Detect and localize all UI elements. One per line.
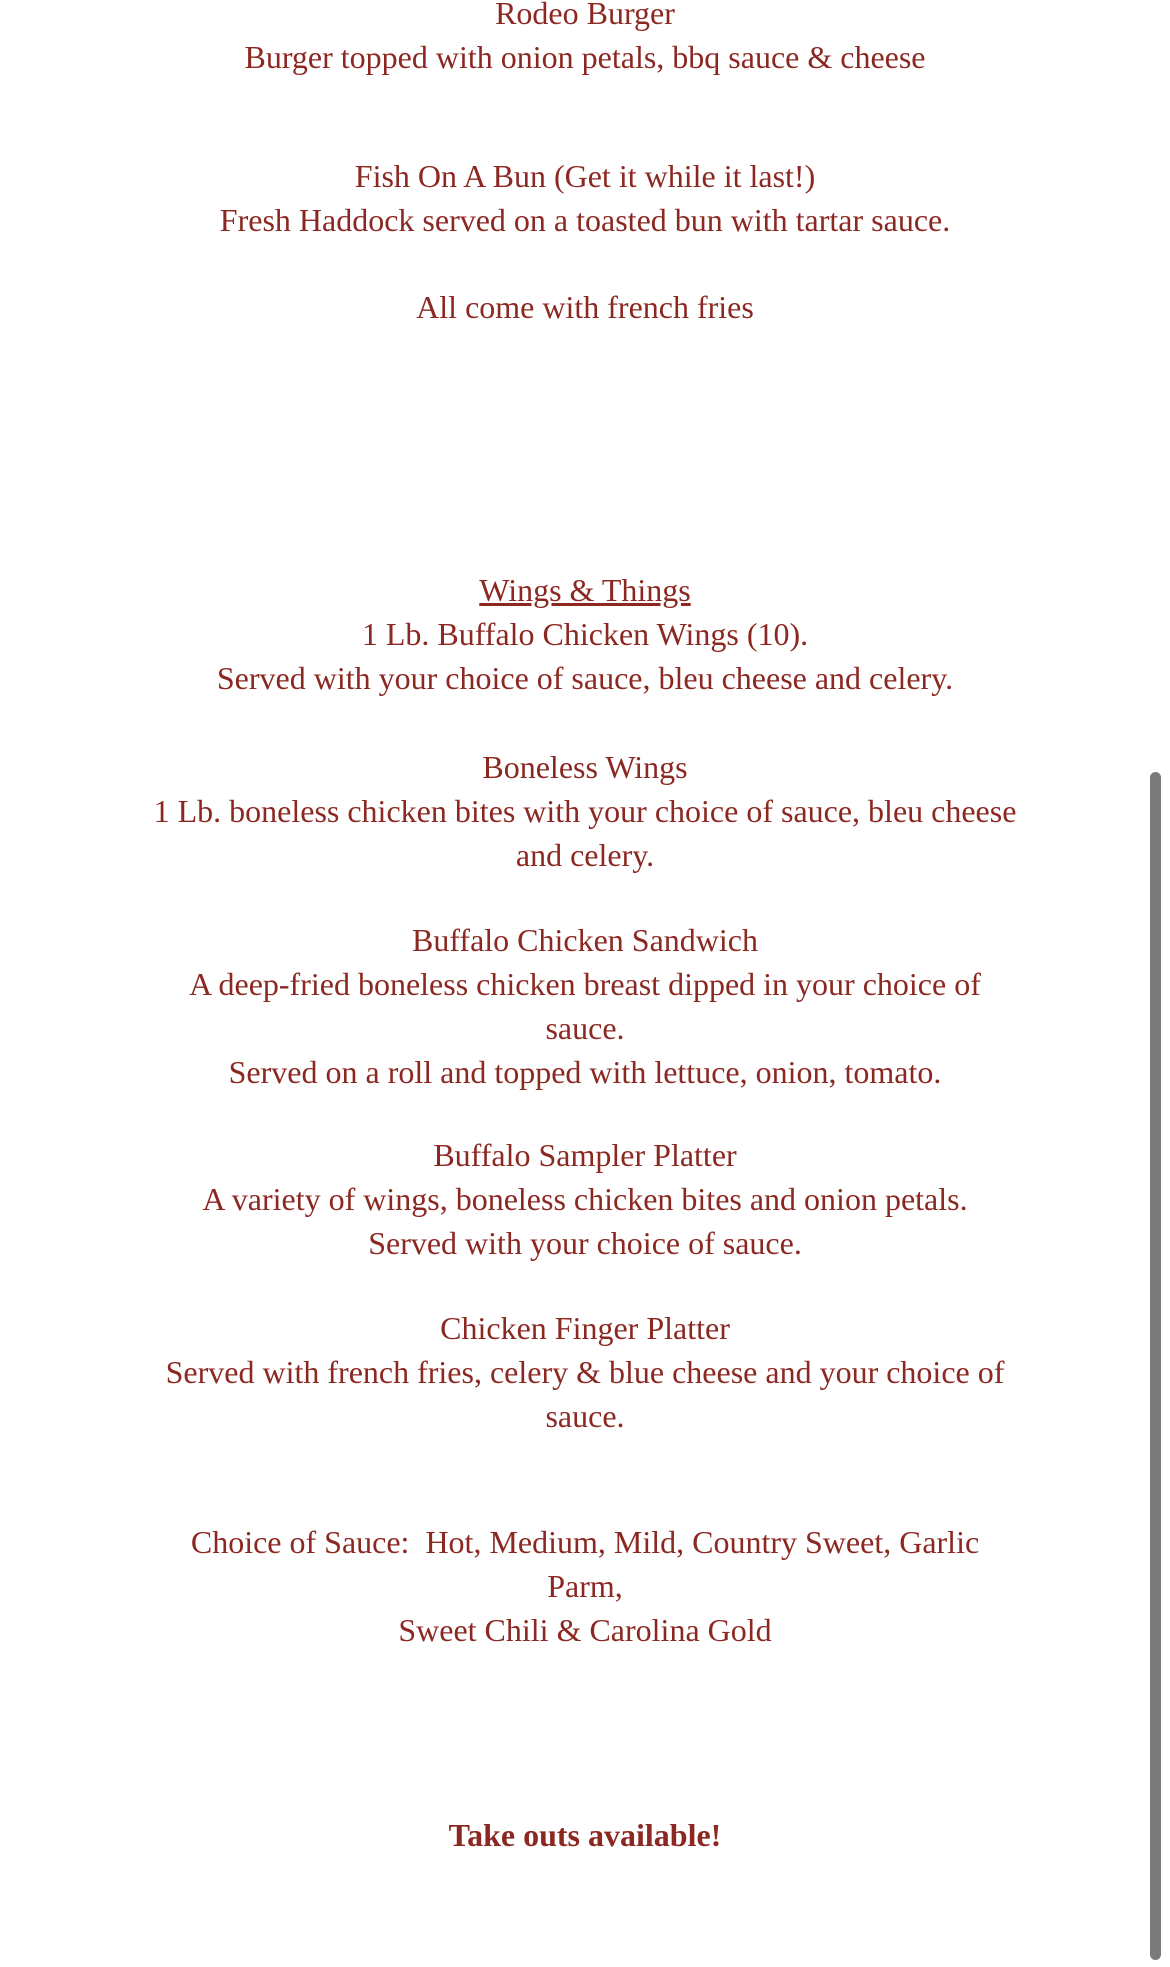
dish-name: Buffalo Chicken Sandwich [411,922,758,958]
dish-description-line: Served on a roll and topped with lettuce, onion, tomato. [228,1054,942,1090]
sauce-list-line: Choice of Sauce: Hot, Medium, Mild, Country Sweet, Garlic [190,1524,980,1560]
dish-description-line: Served with your choice of sauce, bleu cheese and celery. [216,660,954,696]
vertical-scrollbar-thumb[interactable] [1150,772,1161,1960]
menu-section-rodeo-burger [0,0,1170,79]
sauce-list-line: Sweet Chili & Carolina Gold [398,1612,772,1648]
dish-description-line: 1 Lb. boneless chicken bites with your choice of sauce, bleu cheese [153,793,1017,829]
menu-note-fries [0,285,1170,329]
menu-section-fish-on-a-bun [0,154,1170,242]
dish-description-line: Served with french fries, celery & blue cheese and your choice of [165,1354,1005,1390]
dish-name: Buffalo Sampler Platter [433,1137,737,1173]
dish-name: Fish On A Bun (Get it while it last!) [354,158,816,194]
menu-section-wings-and-things [0,568,1170,700]
dish-description-line: A variety of wings, boneless chicken bites and onion petals. [202,1181,968,1217]
dish-description-line: A deep-fried boneless chicken breast dipped in your choice of [189,966,981,1002]
menu-section-chicken-finger-platter [0,1306,1170,1438]
sauce-list-line: Parm, [547,1568,623,1604]
menu-note-take-outs [0,1813,1170,1857]
menu-section-buffalo-sampler-platter [0,1133,1170,1265]
dish-description-line: Burger topped with onion petals, bbq sauce & cheese [244,39,926,75]
dish-description-line: Served with your choice of sauce. [368,1225,802,1261]
section-heading: Wings & Things [479,572,691,608]
dish-description-line: and celery. [515,837,655,873]
menu-section-boneless-wings [0,745,1170,877]
dish-description-line: sauce. [545,1010,625,1046]
dish-name: Chicken Finger Platter [440,1310,730,1346]
menu-note-choice-of-sauce [0,1520,1170,1652]
dish-description-line: Fresh Haddock served on a toasted bun with tartar sauce. [219,202,951,238]
dish-description-line: 1 Lb. Buffalo Chicken Wings (10). [361,616,809,652]
dish-name: Rodeo Burger [495,0,675,31]
dish-description-line: sauce. [545,1398,625,1434]
takeout-note-line: Take outs available! [448,1817,722,1853]
menu-note-line: All come with french fries [416,289,754,325]
menu-section-buffalo-chicken-sandwich [0,918,1170,1094]
dish-name: Boneless Wings [482,749,688,785]
